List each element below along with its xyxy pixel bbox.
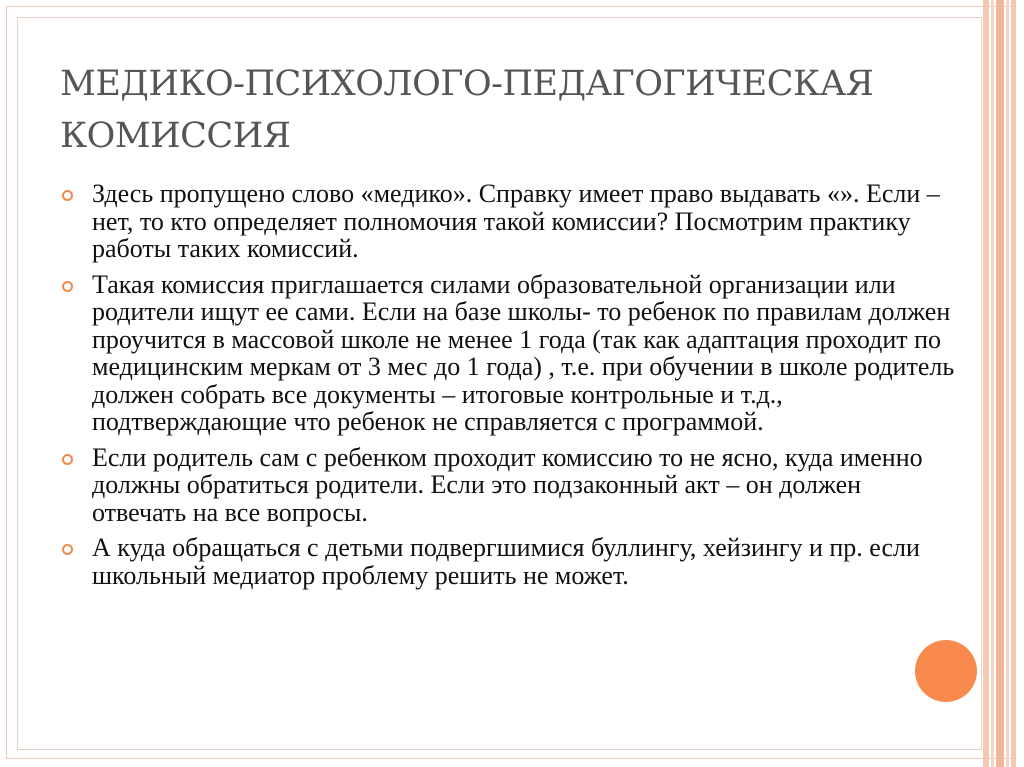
list-item	[62, 180, 957, 263]
bullet-icon	[62, 281, 73, 292]
list-item-text: Такая комиссия приглашается силами образовательной организации или родители ищут ее сами. Если на базе школы- то ребенок по правилам должен проучится в массовой школе не менее 1 года (так как адаптация проходит по медицинским меркам от 3 мес до 1 года) , т.е. при обучении в школе родитель должен собрать все документы – итоговые контрольные и т.д., подтверждающие что ребенок не справляется с программой.	[92, 269, 955, 436]
list-item	[62, 271, 957, 436]
bullet-icon	[62, 454, 73, 465]
decorative-stripe	[1011, 0, 1016, 767]
list-item-text: А куда обращаться с детьми подвергшимися буллингу, хейзингу и пр. если школьный медиатор проблему решить не может.	[92, 533, 920, 590]
decorative-stripe	[991, 0, 994, 767]
bullet-icon	[62, 190, 73, 201]
bullet-icon	[62, 544, 73, 555]
list-item	[62, 534, 957, 589]
orange-circle-icon	[915, 640, 977, 702]
list-item	[62, 444, 957, 527]
slide-title: МЕДИКО-ПСИХОЛОГО-ПЕДАГОГИЧЕСКАЯ КОМИССИЯ	[60, 64, 874, 156]
decorative-stripe	[1006, 0, 1009, 767]
list-item-text: Если родитель сам с ребенком проходит комиссию то не ясно, куда именно должны обратиться родители. Если это подзаконный акт – он должен отвечать на все вопросы.	[92, 442, 923, 527]
bullet-list	[62, 180, 957, 597]
decorative-stripe	[983, 0, 989, 767]
decorative-stripe	[996, 0, 1004, 767]
list-item-text: Здесь пропущено слово «медико». Справку имеет право выдавать «». Если – нет, то кто определяет полномочия такой комиссии? Посмотрим практику работы таких комиссий.	[92, 179, 940, 263]
